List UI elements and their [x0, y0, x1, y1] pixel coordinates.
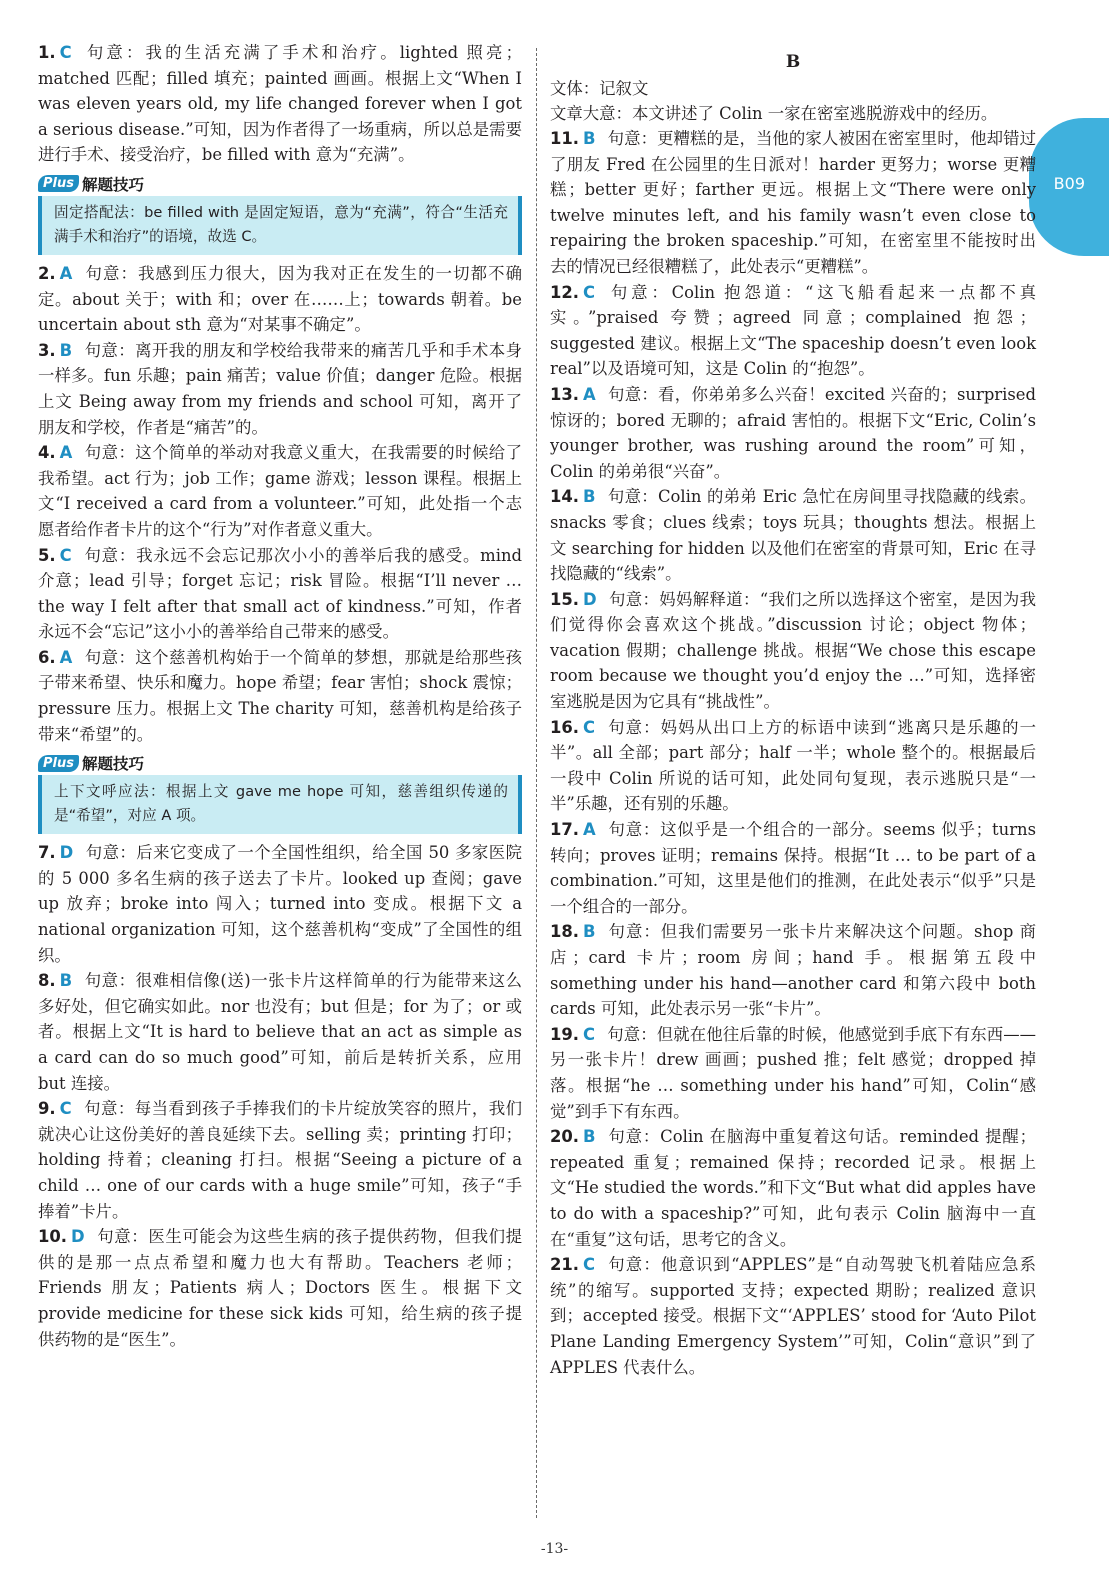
answer-item: [38, 645, 522, 747]
answer-explanation: 句意：这个慈善机构始于一个简单的梦想，那就是给那些孩子带来希望、快乐和魔力。hope 希望；fear 害怕；shock 震惊；pressure 压力。根据上文 The charity 可知，慈善机构是给孩子带来“希望”的。: [38, 647, 522, 744]
answer-item: [38, 840, 522, 968]
answer-explanation: 句意：看，你弟弟多么兴奋！excited 兴奋的；surprised 惊讶的；bored 无聊的；afraid 害怕的。根据下文“Eric, Colin’s younger brother, was rushing around the room”可知，Colin 的弟弟很“兴奋”。: [550, 384, 1036, 481]
item-number: 9.: [38, 1099, 56, 1119]
tip-header: [38, 172, 522, 196]
column-divider: [536, 48, 537, 1518]
answer-letter: C: [59, 1099, 72, 1119]
answer-letter: C: [59, 43, 72, 62]
item-number: 1.: [38, 43, 56, 62]
answer-explanation: 句意：但就在他往后靠的时候，他感觉到手底下有东西——另一张卡片！drew 画画；pushed 推；felt 感觉；dropped 掉落。根据“he … something under his hand”可知，Colin“感觉”到手下有东西。: [550, 1024, 1036, 1121]
item-number: 20.: [550, 1127, 580, 1147]
answer-letter: C: [583, 1255, 596, 1275]
answer-item: [38, 261, 522, 338]
answer-explanation: 句意：这似乎是一个组合的一部分。seems 似乎；turns 转向；proves 证明；remains 保持。根据“It … to be part of a combination.”可知，这里是他们的推测，在此处表示“似乎”只是一个组合的一部分。: [550, 820, 1036, 916]
answer-letter: D: [59, 843, 74, 863]
answer-letter: B: [59, 971, 73, 991]
tip-header: [38, 751, 522, 775]
answer-letter: B: [583, 487, 596, 507]
tip-box: [38, 172, 522, 255]
tip-title: 解题技巧: [81, 755, 144, 774]
tip-title: 解题技巧: [81, 175, 144, 194]
summary-line: 文章大意：本文讲述了 Colin 一家在密室逃脱游戏中的经历。: [550, 104, 998, 123]
answer-item: [550, 919, 1036, 1021]
answer-item: [38, 1224, 522, 1352]
section-title: B: [785, 52, 801, 72]
left-column: [38, 40, 522, 1352]
item-number: 3.: [38, 340, 56, 360]
answer-explanation: 句意：妈妈从出口上方的标语中读到“逃离只是乐趣的一半”。all 全部；part 部分；half 一半；whole 整个的。根据最后一段中 Colin 所说的话可知，此处同句复现，表示逃脱只是“一半”乐趣，还有别的乐趣。: [550, 717, 1036, 814]
answer-explanation: 句意：这个简单的举动对我意义重大，在我需要的时候给了我希望。act 行为；job 工作；game 游戏；lesson 课程。根据上文“I received a card from a volunteer.”可知，此处指一个志愿者给作者卡片的这个“行为”对作者意义重大。: [38, 443, 522, 539]
item-number: 16.: [550, 717, 580, 737]
item-number: 17.: [550, 820, 580, 840]
answer-explanation: 句意：很难相信像(送)一张卡片这样简单的行为能带来这么多好处，但它确实如此。nor 也没有；but 但是；for 为了；or 或者。根据上文“It is hard to believe that an act as simple as a card can do so much good”可知，前后是转折关系，应用 but 连接。: [38, 971, 522, 1093]
answer-letter: A: [583, 384, 596, 404]
item-number: 15.: [550, 589, 580, 609]
answer-letter: D: [71, 1227, 85, 1247]
answer-explanation: 句意：Colin 抱怨道：“这飞船看起来一点都不真实。”praised 夸赞；agreed 同意；complained 抱怨；suggested 建议。根据上文“The spaceship doesn’t even look real”以及语境可知，这是 Colin 的“抱怨”。: [550, 282, 1036, 379]
answer-item: [550, 280, 1036, 382]
answer-item: [38, 1096, 522, 1224]
right-column: [550, 40, 1036, 1380]
answer-letter: C: [583, 717, 596, 737]
answer-item: [550, 1252, 1036, 1380]
item-number: 4.: [38, 443, 56, 463]
item-number: 8.: [38, 971, 56, 991]
answer-item: [550, 484, 1036, 586]
item-number: 10.: [38, 1227, 68, 1247]
answer-letter: B: [583, 1127, 596, 1147]
answer-item: [38, 968, 522, 1096]
answer-explanation: 句意：妈妈解释道：“我们之所以选择这个密室，是因为我们觉得你会喜欢这个挑战。”discussion 讨论；object 物体；vacation 假期；challenge 挑战。根据“We chose this escape room because we thought you’d enjoy the …”可知，选择密室逃脱是因为它具有“挑战性”。: [550, 589, 1036, 712]
answer-letter: C: [59, 545, 72, 565]
answer-letter: A: [59, 647, 73, 667]
tip-text: 上下文呼应法：根据上文 gave me hope 可知，慈善组织传递的是“希望”，对应 A 项。: [38, 775, 522, 834]
answer-explanation: 句意：我永远不会忘记那次小小的善举后我的感受。mind 介意；lead 引导；forget 忘记；risk 冒险。根据“I’ll never … the way I felt after that small act of kindness.”可知，作者永远不会“忘记”这小小的善举给自己带来的感受。: [38, 545, 522, 642]
answer-item: [550, 126, 1036, 280]
answer-letter: D: [583, 589, 597, 609]
answer-explanation: 句意：离开我的朋友和学校给我带来的痛苦几乎和手术本身一样多。fun 乐趣；pain 痛苦；value 价值；danger 危险。根据上文 Being away from my friends and school 可知，离开了朋友和学校，作者是“痛苦”的。: [38, 340, 522, 437]
item-number: 7.: [38, 843, 56, 863]
item-number: 14.: [550, 487, 580, 507]
tip-text: 固定搭配法：be filled with 是固定短语，意为“充满”，符合“生活充满手术和治疗”的语境，故选 C。: [38, 196, 522, 255]
page-number: -13-: [540, 1541, 569, 1557]
answer-letter: C: [583, 282, 596, 302]
answer-explanation: 句意：每当看到孩子手捧我们的卡片绽放笑容的照片，我们就决心让这份美好的善良延续下去。selling 卖；printing 打印；holding 持着；cleaning 打扫。根据“Seeing a picture of a child … one of our cards with a huge smile”可知，孩子“手捧着”卡片。: [38, 1099, 522, 1221]
answer-item: [550, 587, 1036, 715]
item-number: 2.: [38, 263, 56, 283]
item-number: 18.: [550, 922, 580, 942]
answer-item: [38, 40, 522, 168]
answer-explanation: 句意：我的生活充满了手术和治疗。lighted 照亮；matched 匹配；filled 填充；painted 画画。根据上文“When I was eleven years old, my life changed forever when I got a serious disease.”可知，因为作者得了一场重病，所以总是需要进行手术、接受治疗，be filled with 意为“充满”。: [38, 43, 522, 165]
item-number: 13.: [550, 384, 580, 404]
answer-letter: A: [59, 443, 73, 463]
item-number: 19.: [550, 1024, 580, 1044]
answer-item: [550, 817, 1036, 919]
item-number: 21.: [550, 1255, 580, 1275]
answer-letter: B: [583, 922, 596, 942]
item-number: 11.: [550, 129, 580, 148]
answer-explanation: 句意：Colin 在脑海中重复着这句话。reminded 提醒；repeated 重复；remained 保持；recorded 记录。根据上文“He studied the words.”和下文“But what did apples have to do with a spaceship?”可知，此句表示 Colin 脑海中一直在“重复”这句话，思考它的含义。: [550, 1127, 1036, 1249]
answer-explanation: 句意：他意识到“APPLES”是“自动驾驶飞机着陆应急系统”的缩写。supported 支持；expected 期盼；realized 意识到；accepted 接受。根据下文“‘APPLES’ stood for ‘Auto Pilot Plane Landing Emergency System’”可知，Colin“意识”到了 APPLES 代表什么。: [550, 1255, 1036, 1377]
answer-item: [550, 1022, 1036, 1124]
tip-box: [38, 751, 522, 834]
answer-explanation: 句意：医生可能会为这些生病的孩子提供药物，但我们提供的是那一点点希望和魔力也大有帮助。Teachers 老师；Friends 朋友；Patients 病人；Doctors 医生。根据下文 provide medicine for these sick kids 可知，给生病的孩子提供药物的是“医生”。: [38, 1227, 522, 1349]
item-number: 12.: [550, 282, 580, 302]
answer-item: [550, 715, 1036, 817]
answer-explanation: 句意：但我们需要另一张卡片来解决这个问题。shop 商店；card 卡片；room 房间；hand 手。根据第五段中 something under his hand—another card 和第六段中 both cards 可知，此处表示另一张“卡片”。: [550, 922, 1036, 1019]
answer-explanation: 句意：后来它变成了一个全国性组织，给全国 50 多家医院的 5 000 多名生病的孩子送去了卡片。looked up 查阅；gave up 放弃；broke into 闯入；turned into 变成。根据下文 a national organization 可知，这个慈善机构“变成”了全国性的组织。: [38, 843, 522, 965]
answer-item: [550, 1124, 1036, 1252]
answer-letter: A: [59, 263, 73, 283]
item-number: 5.: [38, 545, 56, 565]
answer-item: [38, 440, 522, 542]
answer-item: [38, 338, 522, 440]
plus-badge: Plus: [38, 175, 79, 192]
item-number: 6.: [38, 647, 56, 667]
answer-explanation: 句意：Colin 的弟弟 Eric 急忙在房间里寻找隐藏的线索。snacks 零食；clues 线索；toys 玩具；thoughts 想法。根据上文 searching for hidden 以及他们在密室的背景可知，Eric 在寻找隐藏的“线索”。: [550, 487, 1036, 584]
answer-explanation: 句意：更糟糕的是，当他的家人被困在密室里时，他却错过了朋友 Fred 在公园里的生日派对！harder 更努力；worse 更糟糕；better 更好；farther 更远。根据上文“There were only twelve minutes left, and his family wasn’t even close to repairing the broken spaceship.”可知，在密室里不能按时出去的情况已经很糟糕了，此处表示“更糟糕”。: [550, 129, 1036, 276]
genre-line: 文体：记叙文: [550, 79, 649, 98]
plus-badge: Plus: [38, 755, 79, 772]
answer-letter: C: [583, 1024, 596, 1044]
answer-letter: A: [583, 820, 596, 840]
answer-explanation: 句意：我感到压力很大，因为我对正在发生的一切都不确定。about 关于；with 和；over 在……上；towards 朝着。be uncertain about sth 意为“对某事不确定”。: [38, 263, 522, 335]
section-tab-label: B09: [1053, 174, 1085, 193]
answer-item: [550, 382, 1036, 484]
answer-item: [38, 543, 522, 645]
answer-letter: B: [583, 129, 596, 148]
answer-letter: B: [59, 340, 73, 360]
